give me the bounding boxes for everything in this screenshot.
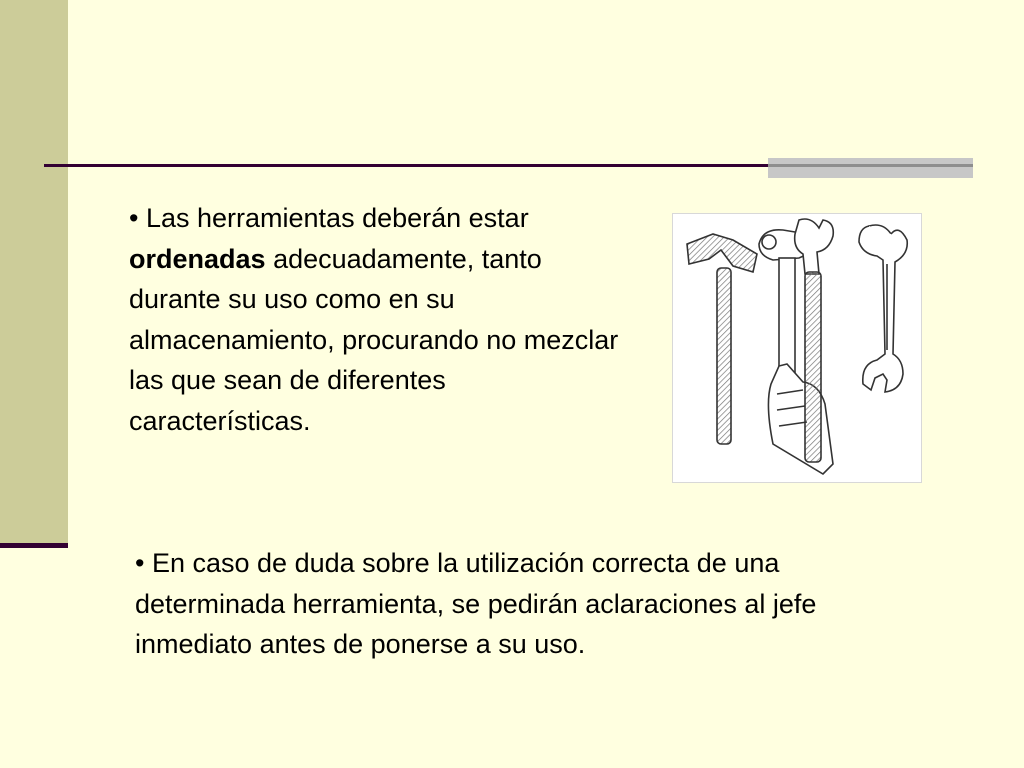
tools-drawing bbox=[673, 214, 921, 482]
bullet-1-text-start: Las herramientas deberán estar bbox=[145, 203, 529, 233]
sidebar-underline bbox=[0, 543, 68, 548]
bullet-marker: • bbox=[135, 548, 145, 578]
double-open-wrench-icon bbox=[859, 225, 907, 392]
tools-illustration bbox=[672, 213, 922, 483]
bullet-marker: • bbox=[129, 203, 139, 233]
accent-block bbox=[768, 158, 973, 178]
hammer-in-hand-icon bbox=[759, 230, 833, 474]
bullet-point-1 bbox=[129, 198, 629, 441]
bullet-1-text-end: adecuadamente, tanto durante su uso como en su almacenamiento, procurando no mezclar las que sean de diferentes características. bbox=[129, 243, 619, 436]
sidebar-decoration bbox=[0, 0, 68, 545]
hammer-icon bbox=[687, 234, 757, 444]
title-rule bbox=[44, 164, 770, 167]
bullet-point-2 bbox=[135, 543, 910, 665]
bullet-1-bold-word: ordenadas bbox=[129, 243, 266, 274]
bullet-2-text: En caso de duda sobre la utilización correcta de una determinada herramienta, se pedirán aclaraciones al jefe inmediato antes de ponerse a su uso. bbox=[135, 548, 817, 659]
